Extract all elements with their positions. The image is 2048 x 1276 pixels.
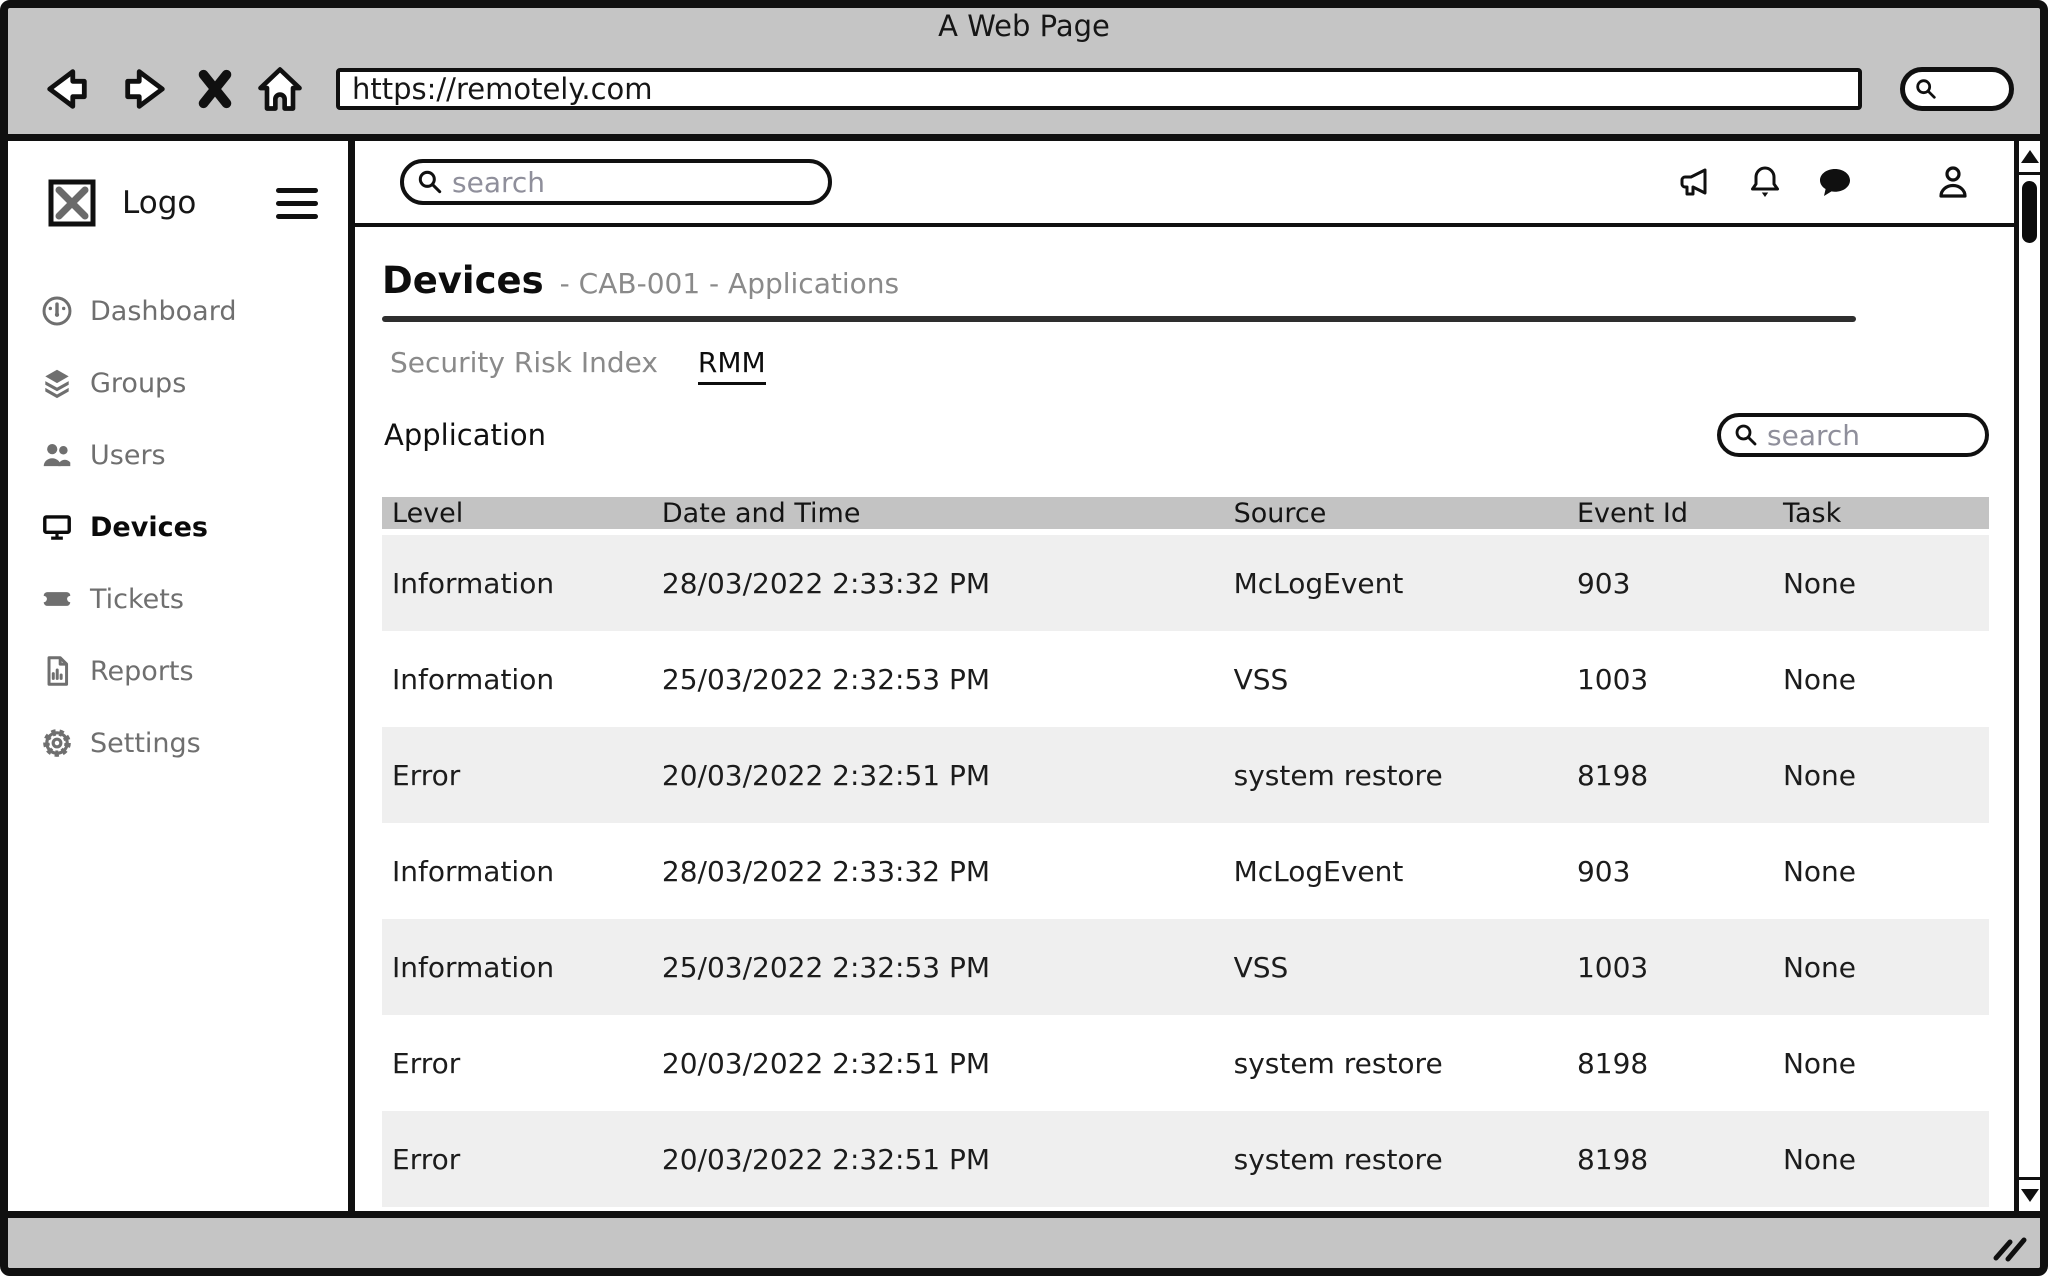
cell-datetime: 20/03/2022 2:32:51 PM [661,1046,991,1080]
tickets-icon [40,582,74,616]
cell-level: Error [392,758,461,792]
col-header-date-time: Date and Time [661,497,861,529]
cell-source: system restore [1233,758,1443,792]
url-bar[interactable] [336,68,1862,110]
global-search-input[interactable] [444,166,828,199]
sidebar [8,141,355,1211]
tab-rmm[interactable]: RMM [698,346,766,385]
sidebar-item-groups[interactable]: Groups [8,347,348,419]
cell-source: VSS [1233,950,1289,984]
title-divider [382,316,1856,322]
section-title: Application [384,418,547,452]
cell-task: None [1782,854,1857,888]
logo-image-placeholder-icon [48,179,96,227]
col-header-task: Task [1782,497,1842,529]
megaphone-icon [1676,164,1714,200]
cell-datetime: 25/03/2022 2:32:53 PM [661,662,991,696]
table-search-box[interactable] [1717,413,1989,457]
cell-datetime: 28/03/2022 2:33:32 PM [661,854,991,888]
section-row [382,413,1989,457]
back-arrow-icon [36,64,98,114]
cell-source: McLogEvent [1233,566,1404,600]
cell-task: None [1782,758,1857,792]
url-input[interactable] [352,72,1846,106]
table-row[interactable] [382,1015,1989,1111]
window-title: A Web Page [938,9,1110,43]
announcements-button[interactable] [1676,164,1714,200]
cell-datetime: 25/03/2022 2:32:53 PM [661,950,991,984]
user-avatar-icon [1934,163,1972,201]
app-frame [8,134,2040,1218]
main-content [355,141,2014,1211]
resize-grip-icon[interactable] [1992,1236,2028,1262]
home-button[interactable] [254,63,306,115]
search-icon [1914,77,1938,101]
col-header-event-id: Event Id [1576,497,1688,529]
forward-button[interactable] [114,64,176,114]
cell-event-id: 8198 [1576,1142,1649,1176]
tab-security-risk-index[interactable]: Security Risk Index [390,346,658,379]
scroll-down-button[interactable] [2019,1177,2040,1211]
devices-icon [40,510,74,544]
col-header-source: Source [1233,497,1327,529]
cell-level: Information [392,950,555,984]
event-table-body [382,535,1989,1207]
logo-label: Logo [122,185,197,221]
notifications-button[interactable] [1746,163,1784,201]
cell-source: system restore [1233,1046,1443,1080]
arrow-down-icon [2021,1189,2039,1202]
home-icon [254,63,306,115]
cell-task: None [1782,566,1857,600]
page-title: Devices [382,259,544,302]
groups-icon [40,366,74,400]
cell-level: Error [392,1046,461,1080]
browser-toolbar [8,44,2040,134]
scroll-up-button[interactable] [2019,141,2040,175]
cell-source: McLogEvent [1233,854,1404,888]
cell-datetime: 28/03/2022 2:33:32 PM [661,566,991,600]
cell-event-id: 903 [1576,566,1631,600]
forward-arrow-icon [114,64,176,114]
cell-task: None [1782,1046,1857,1080]
bell-icon [1746,163,1784,201]
logo-row [8,141,348,227]
chat-button[interactable] [1816,164,1854,200]
users-icon [40,438,74,472]
cell-source: system restore [1233,1142,1443,1176]
cell-level: Error [392,1142,461,1176]
table-row[interactable] [382,1111,1989,1207]
content-body [355,227,2014,1211]
cell-event-id: 1003 [1576,950,1649,984]
table-row[interactable] [382,631,1989,727]
hamburger-menu-icon[interactable] [272,184,322,223]
cell-source: VSS [1233,662,1289,696]
cell-event-id: 8198 [1576,1046,1649,1080]
search-icon [416,168,444,196]
col-header-level: Level [392,497,464,529]
topbar-icons [1676,163,1972,201]
cell-task: None [1782,662,1857,696]
breadcrumb: - CAB-001 - Applications [559,267,900,300]
stop-button[interactable] [192,65,238,113]
cell-datetime: 20/03/2022 2:32:51 PM [661,1142,991,1176]
cell-level: Information [392,854,555,888]
sidebar-item-tickets[interactable]: Tickets [8,563,348,635]
arrow-up-icon [2021,150,2039,163]
table-row[interactable] [382,535,1989,631]
scrollbar-thumb[interactable] [2022,181,2037,243]
sidebar-item-devices[interactable]: Devices [8,491,348,563]
cell-level: Information [392,566,555,600]
content-topbar [355,141,2014,227]
search-icon [1733,422,1759,448]
sidebar-nav [8,275,348,779]
back-button[interactable] [36,64,98,114]
chat-bubble-icon [1816,164,1854,200]
sidebar-item-reports[interactable]: Reports [8,635,348,707]
cell-event-id: 903 [1576,854,1631,888]
profile-button[interactable] [1934,163,1972,201]
table-row[interactable] [382,727,1989,823]
settings-icon [40,726,74,760]
sidebar-item-dashboard[interactable]: Dashboard [8,275,348,347]
event-table [382,497,1989,1207]
reports-icon [40,654,74,688]
dashboard-icon [40,294,74,328]
sidebar-item-settings[interactable]: Settings [8,707,348,779]
event-table-header [382,497,1989,529]
cell-event-id: 8198 [1576,758,1649,792]
vertical-scrollbar [2014,141,2040,1211]
cell-datetime: 20/03/2022 2:32:51 PM [661,758,991,792]
cell-level: Information [392,662,555,696]
tabs-row [382,346,1989,385]
cell-event-id: 1003 [1576,662,1649,696]
cell-task: None [1782,1142,1857,1176]
cell-task: None [1782,950,1857,984]
global-search-box[interactable] [400,159,832,205]
table-row[interactable] [382,823,1989,919]
table-search-input[interactable] [1759,419,1985,452]
sidebar-item-users[interactable]: Users [8,419,348,491]
browser-search-box[interactable] [1900,67,2014,111]
status-bar [8,1218,2040,1268]
window-titlebar [8,8,2040,44]
page-title-row [382,259,1989,302]
table-row[interactable] [382,919,1989,1015]
close-x-icon [192,65,238,113]
